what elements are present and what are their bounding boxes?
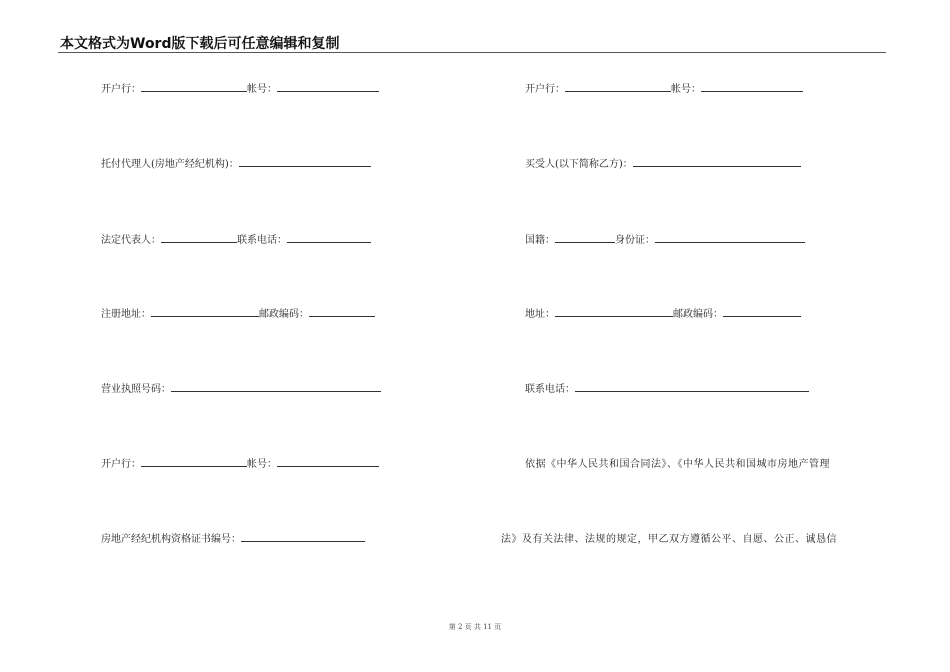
license-no-blank[interactable] xyxy=(171,381,381,392)
page-number-footer: 第 2 页 共 11 页 xyxy=(448,623,502,631)
left-bank-row xyxy=(101,80,379,95)
left-bank2-row xyxy=(101,455,379,470)
bank2-label: 开户行： xyxy=(101,459,141,470)
account2-label: 帐号： xyxy=(247,459,277,470)
right-postcode-blank[interactable] xyxy=(723,306,801,317)
id-card-label: 身份证： xyxy=(615,235,655,246)
right-buyer-row xyxy=(525,155,801,170)
right-bank-blank[interactable] xyxy=(565,81,671,92)
reg-address-label: 注册地址： xyxy=(101,309,151,320)
account-label: 帐号： xyxy=(247,84,277,95)
right-phone-label: 联系电话： xyxy=(525,384,575,395)
left-reg-address-row xyxy=(101,305,375,320)
right-nationality-row xyxy=(525,231,805,246)
phone-label: 联系电话： xyxy=(237,235,287,246)
cert-no-blank[interactable] xyxy=(241,531,365,542)
buyer-label: 买受人(以下简称乙方)： xyxy=(525,159,633,170)
agent-label: 托付代理人(房地产经纪机构)： xyxy=(101,159,239,170)
left-cert-row xyxy=(101,530,365,545)
right-bank-label: 开户行： xyxy=(525,84,565,95)
nationality-blank[interactable] xyxy=(555,232,615,243)
account-blank[interactable] xyxy=(277,81,379,92)
right-postcode-label: 邮政编码： xyxy=(673,309,723,320)
contract-paragraph-line-2: 法》及有关法律、法规的规定，甲乙双方遵循公平、自愿、公正、诚恳信 xyxy=(501,534,837,545)
phone-blank[interactable] xyxy=(287,232,371,243)
legal-rep-blank[interactable] xyxy=(161,232,237,243)
cert-no-label: 房地产经纪机构资格证书编号： xyxy=(101,534,241,545)
license-no-label: 营业执照号码： xyxy=(101,384,171,395)
address-blank[interactable] xyxy=(555,306,673,317)
postcode-blank[interactable] xyxy=(309,306,375,317)
right-address-row xyxy=(525,305,801,320)
contract-paragraph-line-1: 依据《中华人民共和国合同法》、《中华人民共和国城市房地产管理 xyxy=(525,459,830,470)
header-divider xyxy=(58,52,886,53)
left-license-row xyxy=(101,380,381,395)
id-card-blank[interactable] xyxy=(655,232,805,243)
left-legal-rep-row xyxy=(101,231,371,246)
right-phone-blank[interactable] xyxy=(575,381,809,392)
left-agent-row xyxy=(101,155,371,170)
right-account-label: 帐号： xyxy=(671,84,701,95)
account2-blank[interactable] xyxy=(277,456,379,467)
buyer-blank[interactable] xyxy=(633,156,801,167)
nationality-label: 国籍： xyxy=(525,235,555,246)
right-bank-row xyxy=(525,80,803,95)
reg-address-blank[interactable] xyxy=(151,306,259,317)
address-label: 地址： xyxy=(525,309,555,320)
postcode-label: 邮政编码： xyxy=(259,309,309,320)
document-header-title: 本文格式为Word版下载后可任意编辑和复制 xyxy=(60,36,340,52)
right-phone-row xyxy=(525,380,809,395)
agent-blank[interactable] xyxy=(239,156,371,167)
bank-blank[interactable] xyxy=(141,81,247,92)
right-account-blank[interactable] xyxy=(701,81,803,92)
bank-label: 开户行： xyxy=(101,84,141,95)
bank2-blank[interactable] xyxy=(141,456,247,467)
legal-rep-label: 法定代表人： xyxy=(101,235,161,246)
